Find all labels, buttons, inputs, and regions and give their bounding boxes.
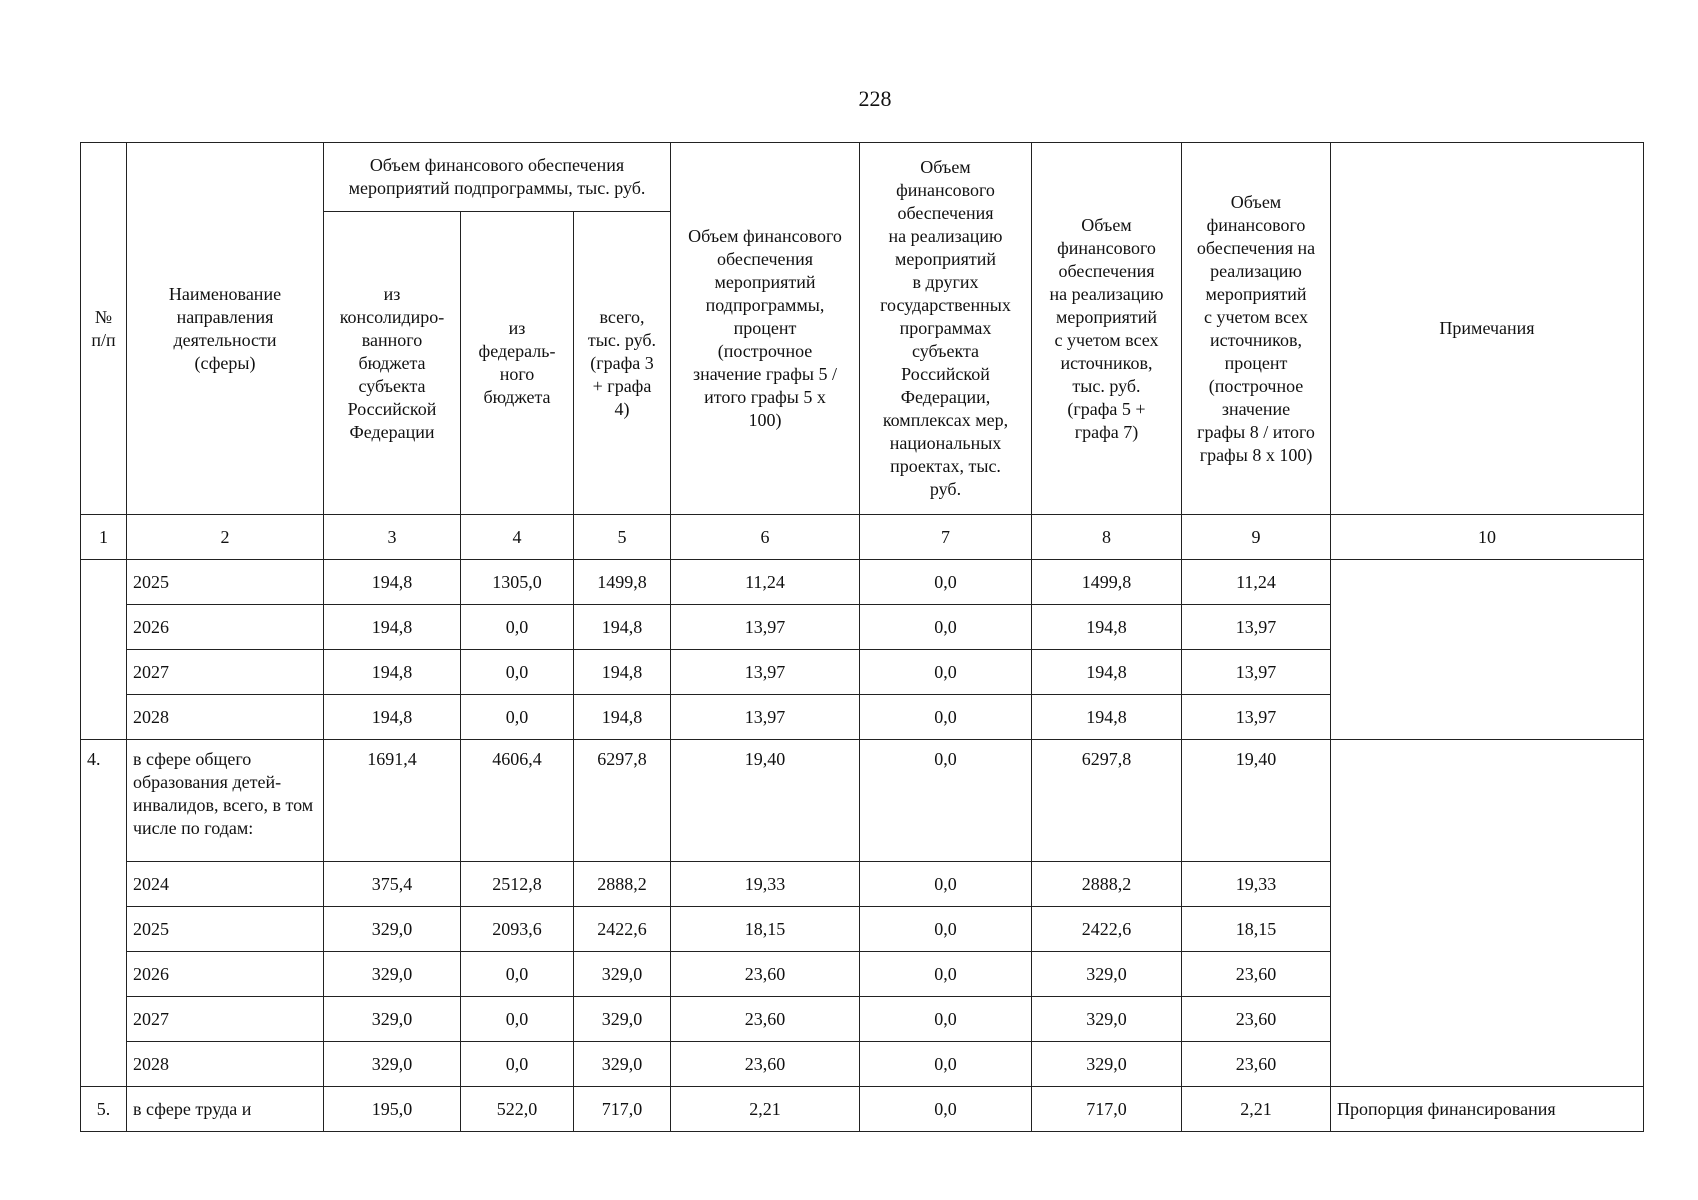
regional-budget-cell: 194,8 — [324, 650, 461, 695]
header-activity-name: Наименование направления деятельности (сферы) — [127, 143, 324, 515]
other-programs-cell: 0,0 — [860, 907, 1032, 952]
year-cell: 2027 — [127, 650, 324, 695]
regional-budget-cell: 1691,4 — [324, 740, 461, 862]
all-sources-cell: 1499,8 — [1032, 560, 1182, 605]
header-federal-budget: из федераль- ного бюджета — [461, 212, 574, 515]
column-number: 9 — [1182, 515, 1331, 560]
column-number: 8 — [1032, 515, 1182, 560]
total-cell: 2888,2 — [574, 862, 671, 907]
section-row — [81, 740, 1644, 862]
regional-budget-cell: 194,8 — [324, 695, 461, 740]
header-percent-subprogram: Объем финансового обеспечения мероприятий подпрограммы, процент (построчное значение графы 5 / итого графы 5 x 100) — [671, 143, 860, 515]
all-sources-cell: 2422,6 — [1032, 907, 1182, 952]
header-total: всего, тыс. руб. (графа 3 + графа 4) — [574, 212, 671, 515]
other-programs-cell: 0,0 — [860, 862, 1032, 907]
total-cell: 717,0 — [574, 1087, 671, 1132]
year-cell: 2028 — [127, 1042, 324, 1087]
header-all-sources-percent: Объем финансового обеспечения на реализацию мероприятий с учетом всех источников, процент (построчное значение графы 8 / итого графы 8 x 100) — [1182, 143, 1331, 515]
column-number: 4 — [461, 515, 574, 560]
header-financing-group: Объем финансового обеспечения мероприятий подпрограммы, тыс. руб. — [324, 143, 671, 212]
other-programs-cell: 0,0 — [860, 740, 1032, 862]
all-sources-cell: 194,8 — [1032, 650, 1182, 695]
year-cell: 2028 — [127, 695, 324, 740]
all-sources-cell: 329,0 — [1032, 952, 1182, 997]
other-programs-cell: 0,0 — [860, 1087, 1032, 1132]
percent-cell: 13,97 — [671, 650, 860, 695]
total-cell: 194,8 — [574, 605, 671, 650]
all-sources-percent-cell: 13,97 — [1182, 695, 1331, 740]
regional-budget-cell: 375,4 — [324, 862, 461, 907]
percent-cell: 23,60 — [671, 952, 860, 997]
regional-budget-cell: 329,0 — [324, 907, 461, 952]
other-programs-cell: 0,0 — [860, 695, 1032, 740]
column-number: 7 — [860, 515, 1032, 560]
total-cell: 1499,8 — [574, 560, 671, 605]
total-cell: 2422,6 — [574, 907, 671, 952]
other-programs-cell: 0,0 — [860, 952, 1032, 997]
all-sources-percent-cell: 23,60 — [1182, 952, 1331, 997]
federal-budget-cell: 0,0 — [461, 952, 574, 997]
federal-budget-cell: 4606,4 — [461, 740, 574, 862]
all-sources-percent-cell: 19,33 — [1182, 862, 1331, 907]
year-cell: 2027 — [127, 997, 324, 1042]
section-row — [81, 1087, 1644, 1132]
section-name: в сфере труда и — [127, 1087, 324, 1132]
header-notes: Примечания — [1331, 143, 1644, 515]
federal-budget-cell: 1305,0 — [461, 560, 574, 605]
regional-budget-cell: 329,0 — [324, 1042, 461, 1087]
all-sources-cell: 329,0 — [1032, 997, 1182, 1042]
federal-budget-cell: 522,0 — [461, 1087, 574, 1132]
percent-cell: 23,60 — [671, 997, 860, 1042]
federal-budget-cell: 0,0 — [461, 695, 574, 740]
column-number: 3 — [324, 515, 461, 560]
other-programs-cell: 0,0 — [860, 650, 1032, 695]
regional-budget-cell: 194,8 — [324, 560, 461, 605]
year-cell: 2025 — [127, 560, 324, 605]
total-cell: 329,0 — [574, 997, 671, 1042]
table-row — [81, 560, 1644, 605]
all-sources-percent-cell: 13,97 — [1182, 650, 1331, 695]
all-sources-cell: 2888,2 — [1032, 862, 1182, 907]
all-sources-percent-cell: 18,15 — [1182, 907, 1331, 952]
header-all-sources: Объем финансового обеспечения на реализацию мероприятий с учетом всех источников, тыс. руб. (графа 5 + графа 7) — [1032, 143, 1182, 515]
other-programs-cell: 0,0 — [860, 997, 1032, 1042]
column-numbers-row — [81, 515, 1644, 560]
year-cell: 2024 — [127, 862, 324, 907]
header-regional-budget: из консолидиро- ванного бюджета субъекта Российской Федерации — [324, 212, 461, 515]
index-cell-empty — [81, 560, 127, 740]
total-cell: 6297,8 — [574, 740, 671, 862]
percent-cell: 18,15 — [671, 907, 860, 952]
notes-cell — [1331, 740, 1644, 1087]
all-sources-percent-cell: 2,21 — [1182, 1087, 1331, 1132]
total-cell: 329,0 — [574, 1042, 671, 1087]
percent-cell: 11,24 — [671, 560, 860, 605]
total-cell: 329,0 — [574, 952, 671, 997]
section-name: в сфере общего образования детей-инвалидов, всего, в том числе по годам: — [127, 740, 324, 862]
year-cell: 2026 — [127, 605, 324, 650]
financing-table — [80, 142, 1644, 1132]
total-cell: 194,8 — [574, 695, 671, 740]
page-number: 228 — [858, 86, 892, 111]
percent-cell: 13,97 — [671, 695, 860, 740]
year-cell: 2025 — [127, 907, 324, 952]
year-cell: 2026 — [127, 952, 324, 997]
column-number: 6 — [671, 515, 860, 560]
federal-budget-cell: 0,0 — [461, 605, 574, 650]
regional-budget-cell: 329,0 — [324, 952, 461, 997]
all-sources-cell: 194,8 — [1032, 605, 1182, 650]
percent-cell: 13,97 — [671, 605, 860, 650]
federal-budget-cell: 2512,8 — [461, 862, 574, 907]
federal-budget-cell: 0,0 — [461, 1042, 574, 1087]
all-sources-cell: 6297,8 — [1032, 740, 1182, 862]
all-sources-cell: 329,0 — [1032, 1042, 1182, 1087]
federal-budget-cell: 0,0 — [461, 997, 574, 1042]
percent-cell: 2,21 — [671, 1087, 860, 1132]
all-sources-cell: 717,0 — [1032, 1087, 1182, 1132]
regional-budget-cell: 329,0 — [324, 997, 461, 1042]
header-number: № п/п — [81, 143, 127, 515]
other-programs-cell: 0,0 — [860, 560, 1032, 605]
other-programs-cell: 0,0 — [860, 1042, 1032, 1087]
header-other-programs: Объем финансового обеспечения на реализацию мероприятий в других государственных программах субъекта Российской Федерации, комплексах мер, национальных проектах, тыс. руб. — [860, 143, 1032, 515]
all-sources-cell: 194,8 — [1032, 695, 1182, 740]
notes-cell: Пропорция финансирования — [1331, 1087, 1644, 1132]
federal-budget-cell: 2093,6 — [461, 907, 574, 952]
all-sources-percent-cell: 19,40 — [1182, 740, 1331, 862]
column-number: 10 — [1331, 515, 1644, 560]
regional-budget-cell: 194,8 — [324, 605, 461, 650]
all-sources-percent-cell: 23,60 — [1182, 1042, 1331, 1087]
section-index: 5. — [81, 1087, 127, 1132]
percent-cell: 23,60 — [671, 1042, 860, 1087]
notes-cell — [1331, 560, 1644, 740]
federal-budget-cell: 0,0 — [461, 650, 574, 695]
all-sources-percent-cell: 13,97 — [1182, 605, 1331, 650]
all-sources-percent-cell: 11,24 — [1182, 560, 1331, 605]
other-programs-cell: 0,0 — [860, 605, 1032, 650]
percent-cell: 19,33 — [671, 862, 860, 907]
section-index: 4. — [81, 740, 127, 1087]
total-cell: 194,8 — [574, 650, 671, 695]
column-number: 1 — [81, 515, 127, 560]
column-number: 2 — [127, 515, 324, 560]
column-number: 5 — [574, 515, 671, 560]
all-sources-percent-cell: 23,60 — [1182, 997, 1331, 1042]
regional-budget-cell: 195,0 — [324, 1087, 461, 1132]
percent-cell: 19,40 — [671, 740, 860, 862]
